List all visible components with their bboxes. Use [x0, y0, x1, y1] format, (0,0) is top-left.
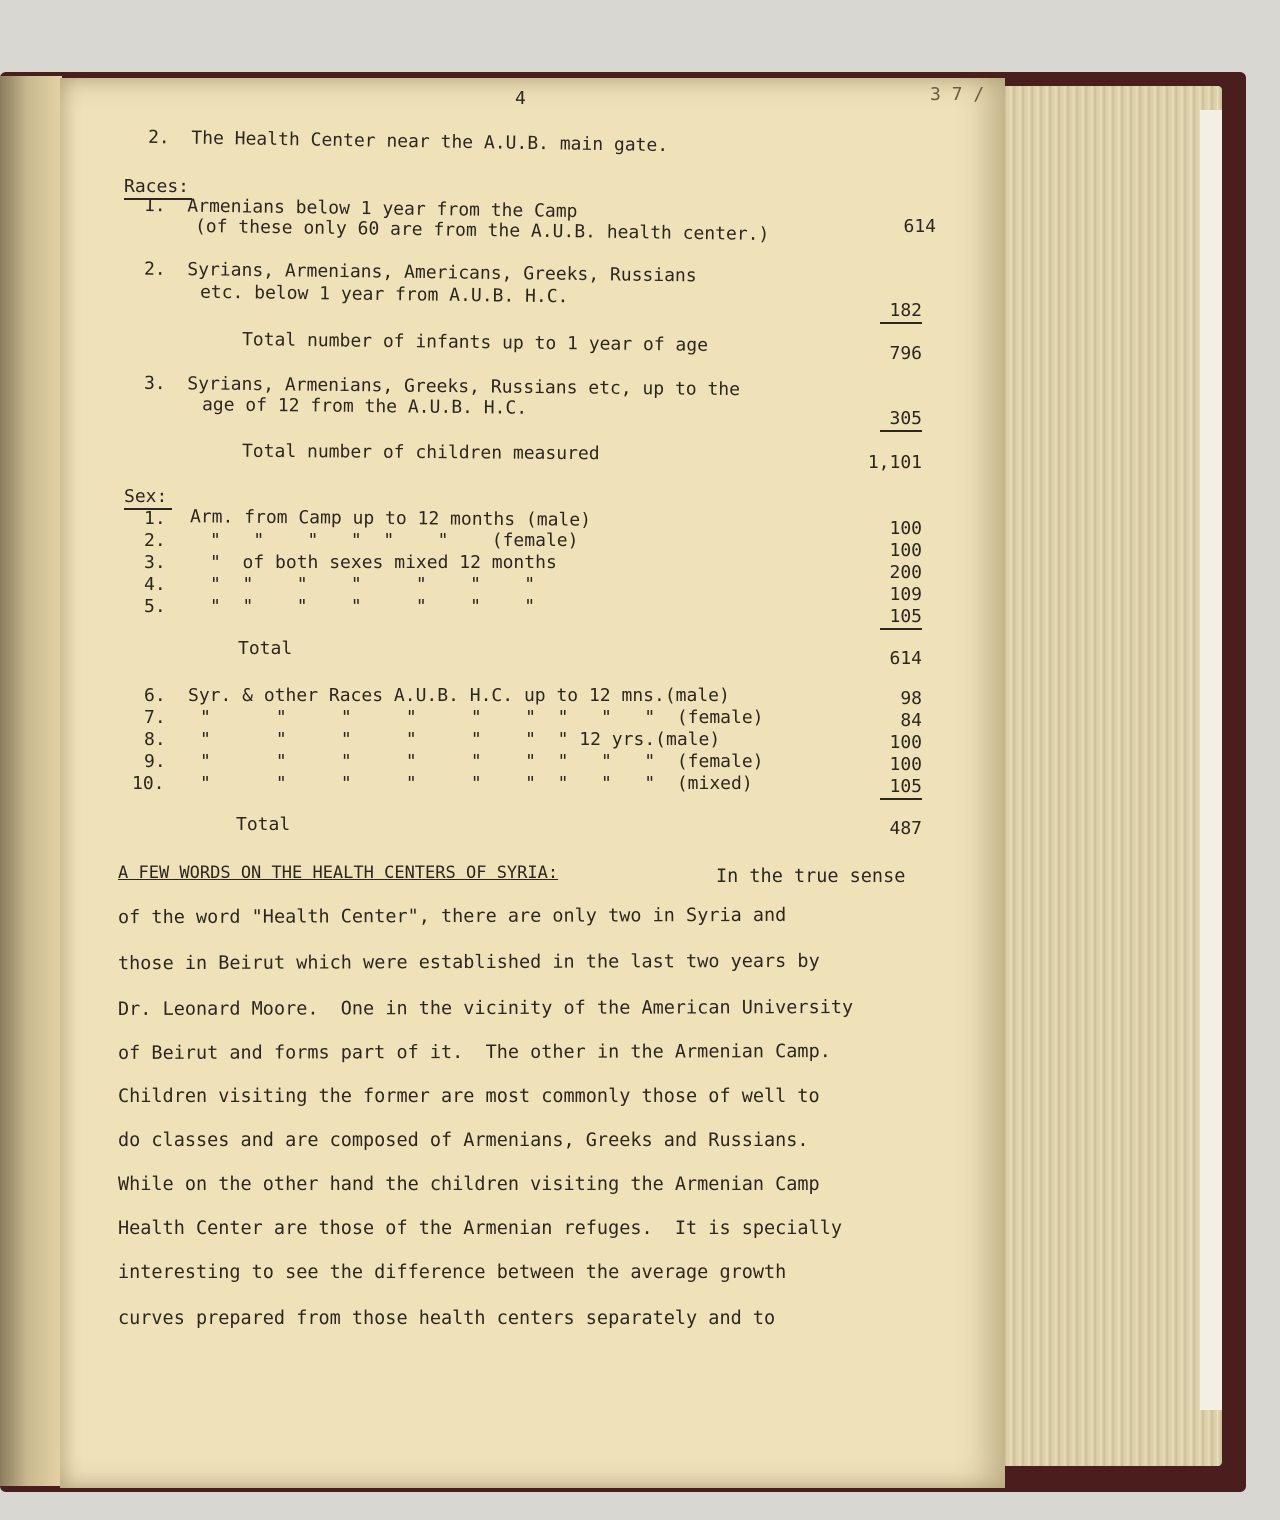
- sex-row-9-text: " " " " " " " " " (female): [200, 751, 764, 772]
- sex-row-1-value: 100: [889, 518, 922, 539]
- left-page-edge: [0, 76, 62, 1486]
- sex-row-7-text: " " " " " " " " " (female): [200, 707, 764, 728]
- paragraph-line-3: those in Beirut which were established in the last two years by: [117, 950, 820, 975]
- sex-total-1-label: Total: [238, 638, 293, 659]
- race-2-line2: etc. below 1 year from A.U.B. H.C.: [199, 281, 569, 308]
- paragraph-line-4: Dr. Leonard Moore. One in the vicinity of the American University: [117, 997, 854, 1020]
- sex-row-7-value: 84: [900, 710, 922, 731]
- total-children-value: 1,101: [867, 452, 922, 473]
- total-infants-label: Total number of infants up to 1 year of age: [241, 329, 709, 356]
- heading-item: 2. The Health Center near the A.U.B. main gate.: [147, 126, 669, 157]
- sex-row-5-num: 5.: [144, 596, 166, 617]
- race-2-value: 182: [889, 300, 922, 321]
- sex-row-5-underline: [880, 628, 922, 630]
- paragraph-line-11: curves prepared from those health centers separately and to: [118, 1308, 776, 1329]
- sex-row-5-text: " " " " " " ": [210, 596, 536, 617]
- paragraph-line-10: interesting to see the difference between the average growth: [118, 1262, 787, 1283]
- sex-row-3-text: " of both sexes mixed 12 months: [210, 552, 557, 573]
- race-2-line1: 2. Syrians, Armenians, Americans, Greeks, Russians: [143, 258, 697, 287]
- sex-row-8-value: 100: [889, 732, 922, 753]
- race-3-line2: age of 12 from the A.U.B. H.C.: [201, 394, 528, 419]
- corner-mark: 3 7 /: [930, 84, 985, 105]
- flyleaf: [1200, 110, 1222, 1410]
- race-1-value: 614: [903, 216, 936, 237]
- section-heading: A FEW WORDS ON THE HEALTH CENTERS OF SYRIA:: [118, 863, 559, 883]
- sex-row-3-num: 3.: [144, 552, 166, 573]
- sex-row-8-text: " " " " " " " 12 yrs.(male): [200, 729, 721, 750]
- sex-row-4-num: 4.: [144, 574, 166, 595]
- race-2-underline: [880, 322, 922, 324]
- sex-row-6-num: 6.: [144, 685, 166, 706]
- total-children-label: Total number of children measured: [241, 440, 600, 465]
- sex-row-9-num: 9.: [144, 751, 166, 772]
- race-1-line1: 1. Armenians below 1 year from the Camp: [143, 194, 578, 223]
- sex-label: Sex:: [124, 486, 168, 507]
- sex-row-4-value: 109: [889, 584, 922, 605]
- paragraph-line-2: of the word "Health Center", there are only two in Syria and: [117, 904, 787, 929]
- paragraph-line-1: In the true sense: [716, 866, 906, 887]
- sex-row-9-value: 100: [889, 754, 922, 775]
- paragraph-line-5: of Beirut and forms part of it. The other in the Armenian Camp.: [117, 1041, 831, 1064]
- sex-row-6-value: 98: [900, 688, 922, 709]
- sex-row-3-value: 200: [889, 562, 922, 583]
- race-1-line2: (of these only 60 are from the A.U.B. health center.): [194, 215, 770, 246]
- sex-total-2-value: 487: [889, 818, 922, 839]
- race-3-value: 305: [889, 408, 922, 429]
- sex-row-10-underline: [880, 798, 922, 800]
- paragraph-line-8: While on the other hand the children visiting the Armenian Camp: [118, 1174, 820, 1195]
- page-number: 4: [515, 88, 526, 109]
- sex-row-10-value: 105: [889, 776, 922, 797]
- sex-row-1-num: 1.: [144, 508, 166, 529]
- race-3-underline: [880, 430, 922, 432]
- sex-row-10-text: " " " " " " " " " (mixed): [200, 773, 753, 794]
- sex-total-1-value: 614: [889, 648, 922, 669]
- sex-total-2-label: Total: [236, 814, 291, 835]
- sex-row-1-text: Arm. from Camp up to 12 months (male): [189, 506, 592, 531]
- sex-row-2-value: 100: [889, 540, 922, 561]
- document-page: [60, 78, 1005, 1488]
- paragraph-line-9: Health Center are those of the Armenian refuges. It is specially: [118, 1218, 842, 1239]
- races-label: Races:: [124, 176, 190, 197]
- paragraph-line-6: Children visiting the former are most commonly those of well to: [118, 1086, 820, 1107]
- sex-row-10-num: 10.: [132, 773, 165, 794]
- sex-row-7-num: 7.: [144, 707, 166, 728]
- page-stack-edge: [990, 86, 1222, 1466]
- sex-row-4-text: " " " " " " ": [210, 574, 536, 595]
- sex-row-6-text: Syr. & other Races A.U.B. H.C. up to 12 mns.(male): [188, 685, 730, 706]
- total-infants-value: 796: [889, 343, 922, 364]
- sex-row-5-value: 105: [889, 606, 922, 627]
- sex-row-8-num: 8.: [144, 729, 166, 750]
- paragraph-line-7: do classes and are composed of Armenians, Greeks and Russians.: [118, 1130, 809, 1151]
- race-3-line1: 3. Syrians, Armenians, Greeks, Russians etc, up to the: [143, 372, 741, 401]
- sex-row-2-num: 2.: [144, 530, 166, 551]
- sex-row-2-text: " " " " " " (female): [210, 530, 579, 551]
